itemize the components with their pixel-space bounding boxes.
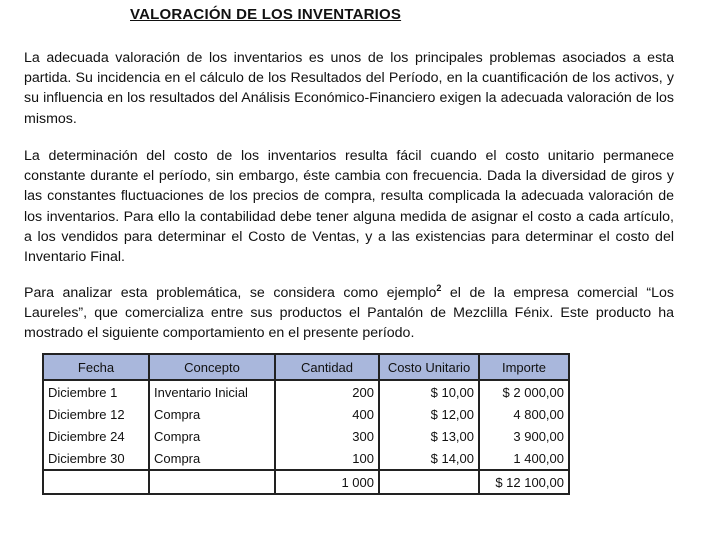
header-fecha: Fecha xyxy=(43,354,149,380)
table-row xyxy=(43,380,569,403)
total-importe: $ 12 100,00 xyxy=(479,470,569,494)
table-row xyxy=(43,447,569,470)
cell-fecha: Diciembre 12 xyxy=(43,403,149,425)
header-costo-unitario: Costo Unitario xyxy=(379,354,479,380)
page-title: VALORACIÓN DE LOS INVENTARIOS xyxy=(130,6,402,23)
table-row xyxy=(43,425,569,447)
cell-costo-unitario: $ 13,00 xyxy=(379,425,479,447)
cell-cantidad: 300 xyxy=(275,425,379,447)
table-header-row xyxy=(43,354,569,380)
footnote-marker: 2 xyxy=(436,283,442,293)
cell-fecha: Diciembre 30 xyxy=(43,447,149,470)
cell-fecha: Diciembre 24 xyxy=(43,425,149,447)
cell-concepto: Inventario Inicial xyxy=(149,380,275,403)
paragraph-intro: La adecuada valoración de los inventarios es unos de los principales problemas asociados a esta partida. Su incidencia en el cálculo de los Resultados del Período, en la cuantificación de los activos, y su influencia en los resultados del Análisis Económico-Financiero exigen la adecuada valoración de los mismos. xyxy=(24,50,674,127)
inventory-table xyxy=(42,353,570,495)
cell-costo-unitario: $ 12,00 xyxy=(379,403,479,425)
cell-costo-unitario: $ 14,00 xyxy=(379,447,479,470)
table-row xyxy=(43,403,569,425)
header-cantidad: Cantidad xyxy=(275,354,379,380)
paragraph-example xyxy=(24,283,674,344)
cell-cantidad: 100 xyxy=(275,447,379,470)
header-concepto: Concepto xyxy=(149,354,275,380)
paragraph-cost-determination: La determinación del costo de los inventarios resulta fácil cuando el costo unitario permanece constante durante el período, sin embargo, éste cambia con frecuencia. Dada la diversidad de giros y las constantes fluctuaciones de los precios de compra, resulta complicada la adecuada valoración de los inventarios. Para ello la contabilidad debe tener alguna medida de asignar el costo a cada artículo, a los vendidos para determinar el Costo de Ventas, y a las existencias para determinar el costo del Inventario Final. xyxy=(24,148,674,266)
table-total-row xyxy=(43,470,569,494)
cell-cantidad: 200 xyxy=(275,380,379,403)
example-text-end: el de la empresa comercial “Los Laureles”, que comercializa entre sus productos el Pantalón de Mezclilla Fénix. Este producto ha mostrado el siguiente comportamiento en el presente período. xyxy=(24,285,674,342)
example-text-start: Para analizar esta problemática, se considera como ejemplo xyxy=(24,285,437,301)
cell-importe: $ 2 000,00 xyxy=(479,380,569,403)
total-costo-unitario xyxy=(379,470,479,494)
cell-costo-unitario: $ 10,00 xyxy=(379,380,479,403)
cell-concepto: Compra xyxy=(149,403,275,425)
cell-importe: 1 400,00 xyxy=(479,447,569,470)
header-importe: Importe xyxy=(479,354,569,380)
cell-fecha: Diciembre 1 xyxy=(43,380,149,403)
cell-importe: 3 900,00 xyxy=(479,425,569,447)
cell-concepto: Compra xyxy=(149,447,275,470)
total-concepto xyxy=(149,470,275,494)
cell-importe: 4 800,00 xyxy=(479,403,569,425)
total-fecha xyxy=(43,470,149,494)
cell-cantidad: 400 xyxy=(275,403,379,425)
cell-concepto: Compra xyxy=(149,425,275,447)
total-cantidad: 1 000 xyxy=(275,470,379,494)
